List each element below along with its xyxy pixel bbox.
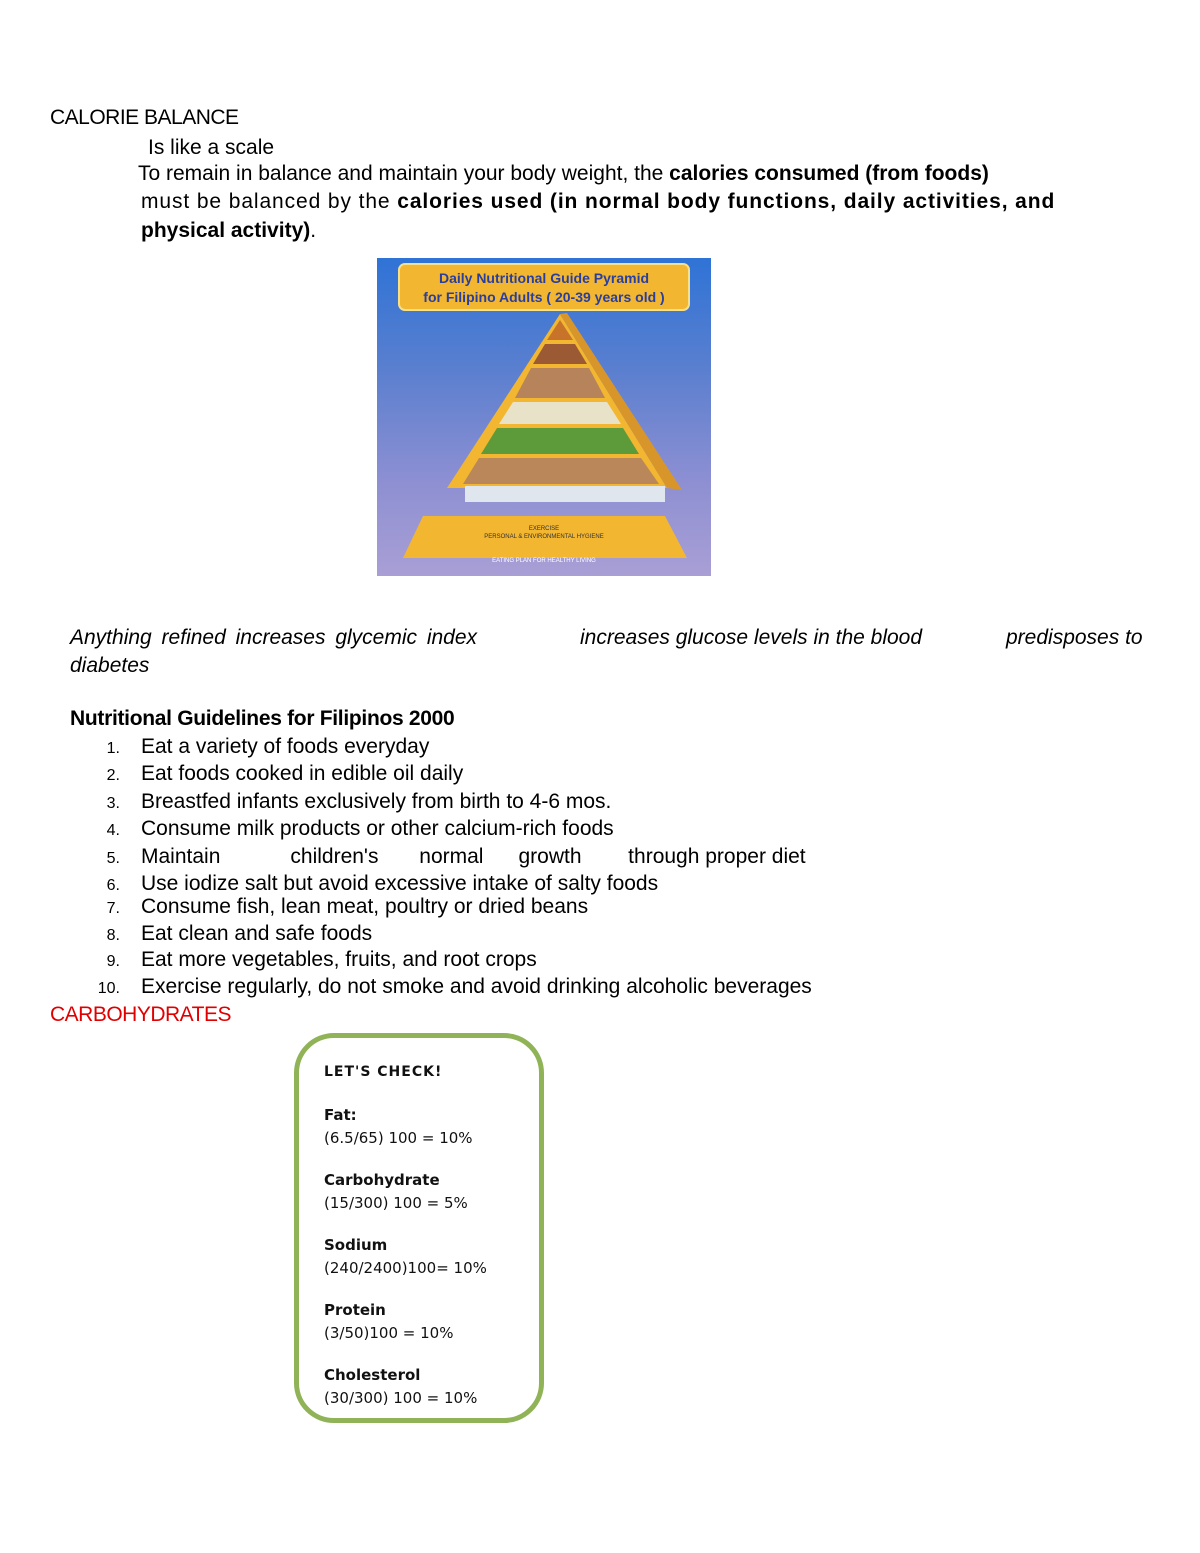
paragraph-text: . bbox=[310, 219, 317, 242]
list-item: Breastfed infants exclusively from birth to 4-6 mos. bbox=[141, 790, 612, 813]
list-item: Eat more vegetables, fruits, and root crops bbox=[141, 948, 537, 971]
lets-check-title: LET'S CHECK! bbox=[324, 1064, 443, 1080]
paragraph-line-2 bbox=[141, 190, 1055, 214]
pyramid-title-line-2: for Filipino Adults ( 20-39 years old ) bbox=[423, 289, 665, 305]
list-item: Maintain children's normal growth through proper diet bbox=[141, 845, 806, 868]
list-item: Use iodize salt but avoid excessive intake of salty foods bbox=[141, 872, 659, 895]
check-value-cholesterol: (30/300) 100 = 10% bbox=[324, 1389, 478, 1407]
check-label-protein: Protein bbox=[324, 1301, 386, 1319]
pyramid-base-label-3: EATING PLAN FOR HEALTHY LIVING bbox=[492, 558, 596, 564]
list-number: 6. bbox=[106, 877, 120, 894]
paragraph-text: must be balanced by the bbox=[141, 190, 398, 213]
italic-note-part-4: diabetes bbox=[70, 654, 150, 677]
pyramid-title-line-1: Daily Nutritional Guide Pyramid bbox=[438, 270, 650, 286]
pyramid-layer-milk bbox=[499, 402, 621, 424]
list-item: Eat foods cooked in edible oil daily bbox=[141, 762, 464, 785]
page-heading: CALORIE BALANCE bbox=[50, 106, 239, 129]
paragraph-bold: calories consumed (from foods) bbox=[669, 162, 989, 185]
italic-note-part-3: predisposes to bbox=[1006, 626, 1143, 649]
subtitle: Is like a scale bbox=[148, 136, 275, 159]
check-value-fat: (6.5/65) 100 = 10% bbox=[324, 1129, 473, 1147]
list-number: 2. bbox=[106, 767, 120, 784]
pyramid-base-label-2: PERSONAL & ENVIRONMENTAL HYGIENE bbox=[484, 534, 604, 540]
list-item: Eat clean and safe foods bbox=[141, 922, 373, 945]
check-label-sodium: Sodium bbox=[324, 1236, 388, 1254]
carbohydrates-heading: CARBOHYDRATES bbox=[50, 1003, 231, 1026]
check-value-carbohydrate: (15/300) 100 = 5% bbox=[324, 1194, 468, 1212]
paragraph-bold: physical activity) bbox=[141, 219, 311, 242]
list-number: 1. bbox=[106, 740, 120, 757]
pyramid-layer-vegetables bbox=[481, 428, 639, 454]
check-label-cholesterol: Cholesterol bbox=[324, 1366, 421, 1384]
list-number: 8. bbox=[106, 927, 120, 944]
pyramid-base-label-1: EXERCISE bbox=[528, 526, 560, 532]
guidelines-title: Nutritional Guidelines for Filipinos 2000 bbox=[70, 707, 455, 730]
paragraph-line-1 bbox=[138, 162, 989, 186]
paragraph-line-3 bbox=[141, 219, 316, 243]
pyramid-layer-grains bbox=[463, 458, 659, 484]
list-number: 5. bbox=[106, 850, 120, 867]
check-value-sodium: (240/2400)100= 10% bbox=[324, 1259, 487, 1277]
list-number: 4. bbox=[106, 822, 120, 839]
food-pyramid-image bbox=[377, 258, 711, 576]
list-number: 10. bbox=[97, 980, 120, 997]
list-item: Exercise regularly, do not smoke and avoid drinking alcoholic beverages bbox=[141, 975, 812, 998]
list-item: Consume milk products or other calcium-rich foods bbox=[141, 817, 614, 840]
lets-check-box bbox=[294, 1033, 544, 1423]
list-number: 9. bbox=[106, 953, 120, 970]
pyramid-layer-water bbox=[465, 486, 665, 502]
list-item: Consume fish, lean meat, poultry or dried beans bbox=[141, 895, 589, 918]
check-label-fat: Fat: bbox=[324, 1106, 357, 1124]
list-item: Eat a variety of foods everyday bbox=[141, 735, 430, 758]
italic-note-part-2: increases glucose levels in the blood bbox=[580, 626, 923, 649]
paragraph-bold: calories used (in normal body functions, daily activities, and bbox=[397, 190, 1056, 213]
check-label-carbohydrate: Carbohydrate bbox=[324, 1171, 440, 1189]
paragraph-text: To remain in balance and maintain your body weight, the bbox=[138, 162, 670, 185]
check-value-protein: (3/50)100 = 10% bbox=[324, 1324, 454, 1342]
list-number: 3. bbox=[106, 795, 120, 812]
list-number: 7. bbox=[106, 900, 120, 917]
italic-note-part-1: Anything refined increases glycemic index bbox=[70, 626, 478, 649]
